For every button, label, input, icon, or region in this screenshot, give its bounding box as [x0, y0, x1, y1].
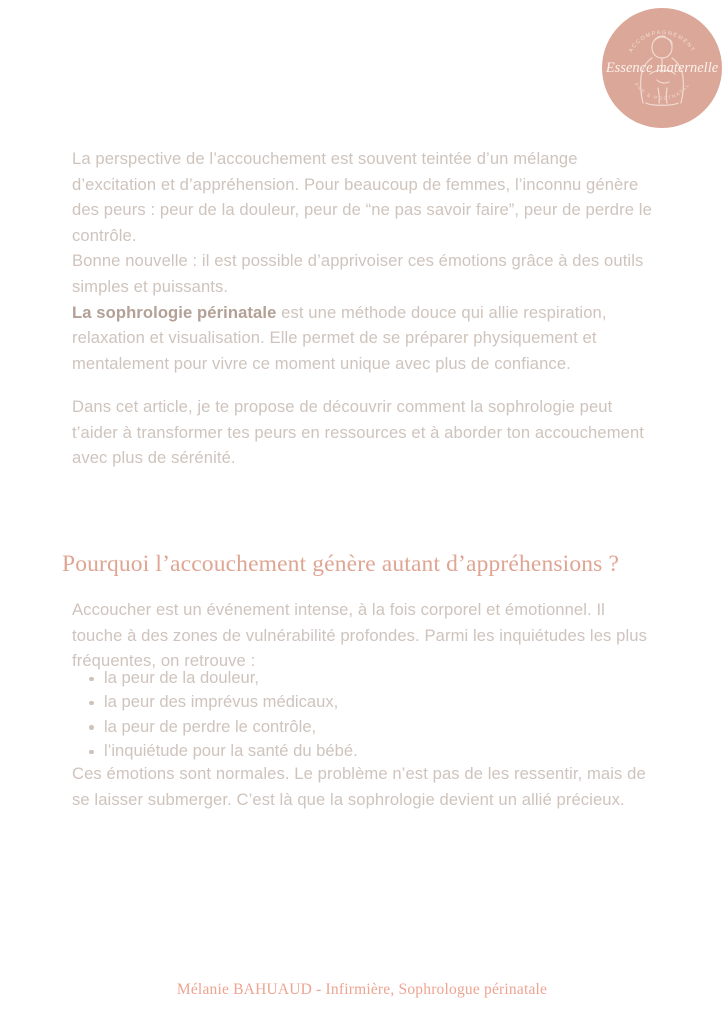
- list-item: l’inquiétude pour la santé du bébé.: [86, 739, 606, 763]
- intro-block: [72, 146, 652, 376]
- intro-paragraph-3-rest: est une méthode douce qui allie respiration, relaxation et visualisation. Elle permet de se préparer physiquement et mentalement pour vivre ce moment unique avec plus de confiance.: [72, 302, 607, 373]
- list-item: la peur des imprévus médicaux,: [86, 690, 606, 714]
- intro-paragraph-2: Bonne nouvelle : il est possible d’apprivoiser ces émotions grâce à des outils simples et puissants.: [72, 251, 644, 296]
- intro-paragraph-4: Dans cet article, je te propose de découvrir comment la sophrologie peut t’aider à transformer tes peurs en ressources et à aborder ton accouchement avec plus de sérénité.: [72, 397, 644, 468]
- logo-brand-name: Essence maternelle: [605, 60, 719, 76]
- section-intro-block: [72, 597, 652, 674]
- section-heading: Pourquoi l’accouchement génère autant d’appréhensions ?: [62, 551, 620, 577]
- logo-arc-top-text: ACCOMPAGNEMENT: [628, 29, 696, 54]
- section-closing-block: [72, 761, 652, 812]
- sophrologie-perinatale-emphasis: La sophrologie périnatale: [72, 302, 277, 322]
- footer-credit: Mélanie BAHUAUD - Infirmière, Sophrologue périnatale: [176, 981, 548, 998]
- fears-list: [86, 666, 606, 764]
- section-closing-paragraph: Ces émotions sont normales. Le problème n’est pas de les ressentir, mais de se laisser submerger. C’est là que la sophrologie devient un allié précieux.: [72, 764, 646, 809]
- list-item: la peur de perdre le contrôle,: [86, 715, 606, 739]
- brand-logo: [602, 8, 722, 128]
- logo-artwork-icon: [602, 8, 722, 128]
- list-item: la peur de la douleur,: [86, 666, 606, 690]
- intro-paragraph-1: La perspective de l’accouchement est souvent teintée d’un mélange d’excitation et d’appréhension. Pour beaucoup de femmes, l’inconnu génère des peurs : peur de la douleur, peur de “ne pas savoir faire”, peur de perdre le contrôle.: [72, 149, 652, 245]
- article-teaser-block: [72, 394, 652, 471]
- intro-paragraph-3: [72, 300, 652, 377]
- logo-arc-bottom-text: PRE & POSTNATAL: [632, 81, 692, 103]
- section-intro-paragraph: Accoucher est un événement intense, à la fois corporel et émotionnel. Il touche à des zones de vulnérabilité profondes. Parmi les inquiétudes les plus fréquentes, on retrouve :: [72, 600, 647, 671]
